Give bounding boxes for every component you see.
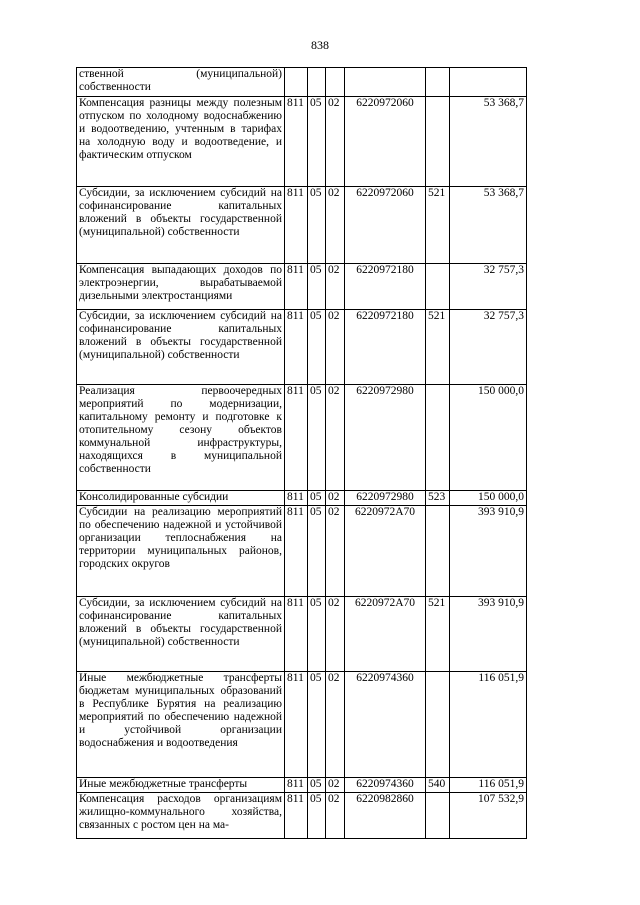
amount: 107 532,9 [450,793,527,839]
table-row [77,68,527,97]
admin-code: 811 [285,778,308,793]
admin-code: 811 [285,385,308,491]
amount: 116 051,9 [450,778,527,793]
row-description: Иные межбюджетные трансферты [77,778,285,793]
expense-type-code: 521 [426,187,450,264]
expense-type-code [426,506,450,597]
target-article-code: 6220974360 [345,778,426,793]
expense-type-code: 521 [426,310,450,385]
table-row [77,597,527,672]
table-row [77,310,527,385]
admin-code: 811 [285,97,308,187]
row-description: ственной (муниципальной) собственности [77,68,285,97]
target-article-code: 6220982860 [345,793,426,839]
amount [450,68,527,97]
table-row [77,385,527,491]
amount: 53 368,7 [450,97,527,187]
admin-code: 811 [285,506,308,597]
section-code: 05 [308,385,326,491]
admin-code: 811 [285,310,308,385]
target-article-code: 6220974360 [345,672,426,778]
section-code: 05 [308,793,326,839]
admin-code: 811 [285,264,308,310]
admin-code: 811 [285,672,308,778]
table-row [77,491,527,506]
section-code [308,68,326,97]
section-code: 05 [308,672,326,778]
subsection-code [326,68,345,97]
row-description: Субсидии на реализацию мероприятий по обеспечению надежной и устойчивой организации теплоснабжения на территории муниципальных районов, городских округов [77,506,285,597]
subsection-code: 02 [326,672,345,778]
section-code: 05 [308,264,326,310]
row-description: Субсидии, за исключением субсидий на софинансирование капитальных вложений в объекты государственной (муниципальной) собственности [77,597,285,672]
amount: 32 757,3 [450,264,527,310]
amount: 53 368,7 [450,187,527,264]
subsection-code: 02 [326,793,345,839]
table-row [77,793,527,839]
target-article-code: 6220972А70 [345,506,426,597]
expense-type-code [426,68,450,97]
target-article-code: 6220972980 [345,385,426,491]
target-article-code: 6220972060 [345,97,426,187]
target-article-code: 6220972180 [345,310,426,385]
admin-code: 811 [285,187,308,264]
subsection-code: 02 [326,187,345,264]
table-row [77,778,527,793]
admin-code: 811 [285,597,308,672]
row-description: Субсидии, за исключением субсидий на софинансирование капитальных вложений в объекты государственной (муниципальной) собственности [77,187,285,264]
expense-type-code: 523 [426,491,450,506]
target-article-code: 6220972А70 [345,597,426,672]
admin-code: 811 [285,491,308,506]
target-article-code: 6220972980 [345,491,426,506]
row-description: Реализация первоочередных мероприятий по модернизации, капитальному ремонту и подготовке к отопительному сезону объектов коммунальной инфраструктуры, находящихся в муниципальной собственности [77,385,285,491]
subsection-code: 02 [326,506,345,597]
expense-type-code: 540 [426,778,450,793]
row-description: Консолидированные субсидии [77,491,285,506]
target-article-code [345,68,426,97]
target-article-code: 6220972060 [345,187,426,264]
admin-code: 811 [285,793,308,839]
admin-code [285,68,308,97]
expense-type-code [426,385,450,491]
expense-type-code [426,793,450,839]
subsection-code: 02 [326,491,345,506]
table-row [77,672,527,778]
section-code: 05 [308,491,326,506]
expense-type-code [426,264,450,310]
subsection-code: 02 [326,778,345,793]
expense-type-code: 521 [426,597,450,672]
subsection-code: 02 [326,385,345,491]
section-code: 05 [308,97,326,187]
expense-type-code [426,97,450,187]
section-code: 05 [308,506,326,597]
amount: 32 757,3 [450,310,527,385]
section-code: 05 [308,597,326,672]
subsection-code: 02 [326,597,345,672]
amount: 393 910,9 [450,506,527,597]
amount: 150 000,0 [450,491,527,506]
subsection-code: 02 [326,310,345,385]
budget-table [76,67,527,839]
expense-type-code [426,672,450,778]
section-code: 05 [308,310,326,385]
target-article-code: 6220972180 [345,264,426,310]
page-number: 838 [311,38,329,52]
subsection-code: 02 [326,97,345,187]
table-row [77,264,527,310]
section-code: 05 [308,187,326,264]
section-code: 05 [308,778,326,793]
table-row [77,187,527,264]
row-description: Компенсация разницы между полезным отпуском по холодному водоснабжению и водоотведению, учтенным в тарифах на холодную воду и водоотведение, и фактическим отпуском [77,97,285,187]
subsection-code: 02 [326,264,345,310]
row-description: Субсидии, за исключением субсидий на софинансирование капитальных вложений в объекты государственной (муниципальной) собственности [77,310,285,385]
table-row [77,506,527,597]
amount: 393 910,9 [450,597,527,672]
amount: 116 051,9 [450,672,527,778]
row-description: Компенсация расходов организациям жилищно-коммунального хозяйства, связанных с ростом цен на ма- [77,793,285,839]
table-row [77,97,527,187]
amount: 150 000,0 [450,385,527,491]
row-description: Компенсация выпадающих доходов по электроэнергии, вырабатываемой дизельными электростанциями [77,264,285,310]
row-description: Иные межбюджетные трансферты бюджетам муниципальных образований в Республике Бурятия на реализацию мероприятий по обеспечению надежной и устойчивой организации водоснабжения и водоотведения [77,672,285,778]
